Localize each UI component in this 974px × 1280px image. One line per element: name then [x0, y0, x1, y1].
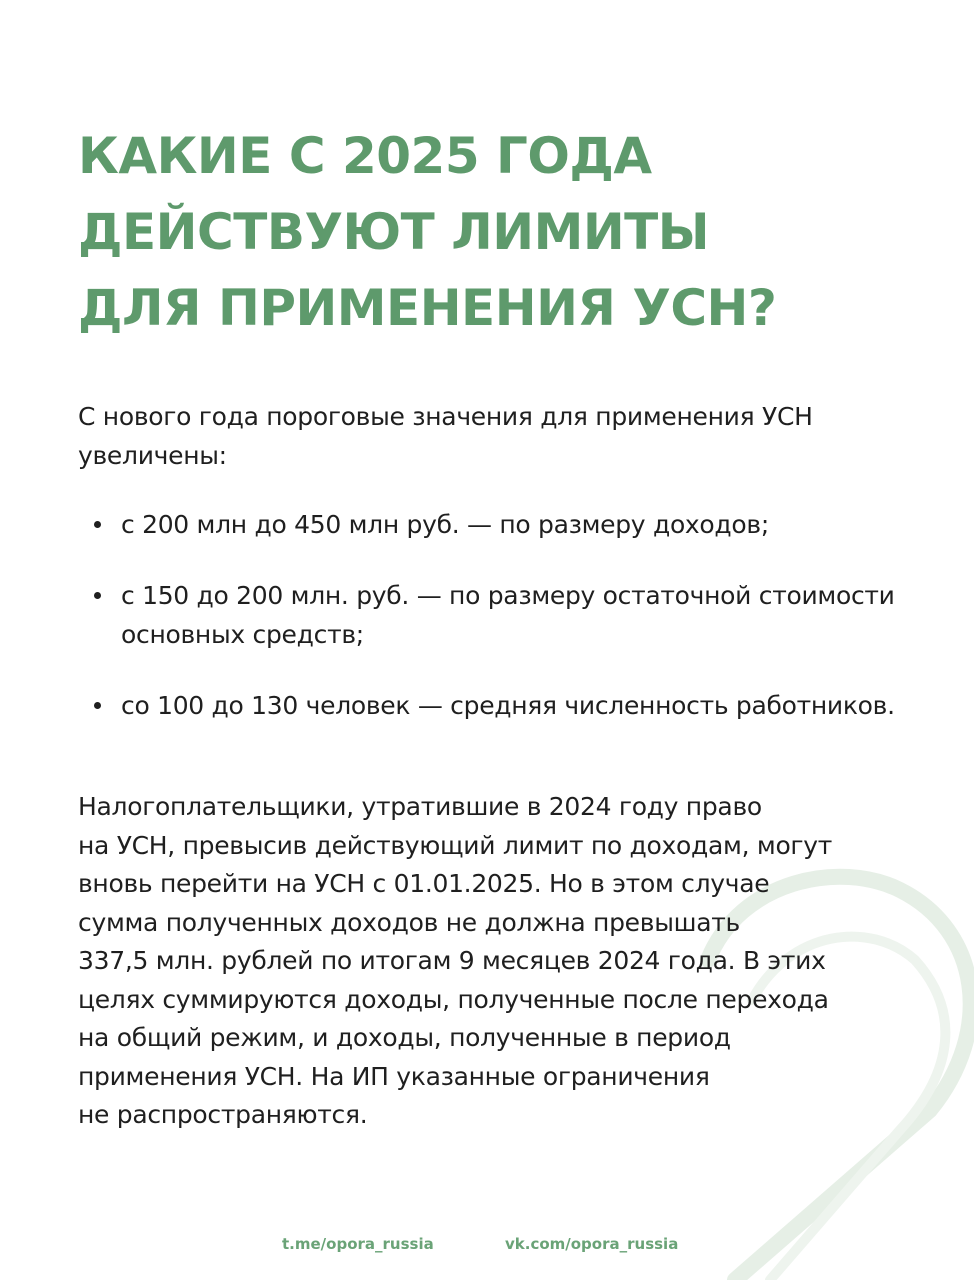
footer: [0, 1235, 974, 1259]
list-item-text: с 200 млн до 450 млн руб. — по размеру доходов;: [121, 510, 769, 539]
title-line: ДЛЯ ПРИМЕНЕНИЯ УСН?: [78, 279, 777, 337]
list-item-text: с 150 до 200 млн. руб. — по размеру остаточной стоимости основных средств;: [121, 581, 895, 649]
list-item-text: со 100 до 130 человек — средняя численность работников.: [121, 691, 895, 720]
list-item: [78, 576, 908, 654]
bullet-icon: [94, 592, 101, 599]
body-line: сумма полученных доходов не должна превышать: [78, 907, 740, 937]
body-line: на УСН, превысив действующий лимит по доходам, могут: [78, 830, 833, 860]
body-line: не распространяются.: [78, 1100, 368, 1129]
title-line: ДЕЙСТВУЮТ ЛИМИТЫ: [78, 203, 710, 261]
intro-paragraph: С нового года пороговые значения для применения УСН увеличены:: [78, 402, 813, 470]
body-paragraph: [78, 788, 918, 1135]
vk-link[interactable]: vk.com/opora_russia: [505, 1235, 679, 1253]
telegram-link[interactable]: t.me/opora_russia: [282, 1235, 434, 1253]
body-line: на общий режим, и доходы, полученные в период: [78, 1023, 731, 1052]
body-line: целях суммируются доходы, полученные после перехода: [78, 984, 829, 1014]
body-line: вновь перейти на УСН с 01.01.2025. Но в этом случае: [78, 869, 770, 898]
title-line: КАКИЕ С 2025 ГОДА: [78, 127, 652, 185]
body-line: применения УСН. На ИП указанные ограничения: [78, 1061, 710, 1091]
body-line: 337,5 млн. рублей по итогам 9 месяцев 2024 года. В этих: [78, 946, 826, 975]
page-title: [78, 118, 938, 346]
bullet-icon: [94, 521, 101, 528]
bullet-icon: [94, 702, 101, 709]
list-item: [78, 505, 908, 544]
limits-list: [78, 505, 908, 757]
list-item: [78, 686, 908, 725]
body-line: Налогоплательщики, утратившие в 2024 году право: [78, 792, 762, 821]
